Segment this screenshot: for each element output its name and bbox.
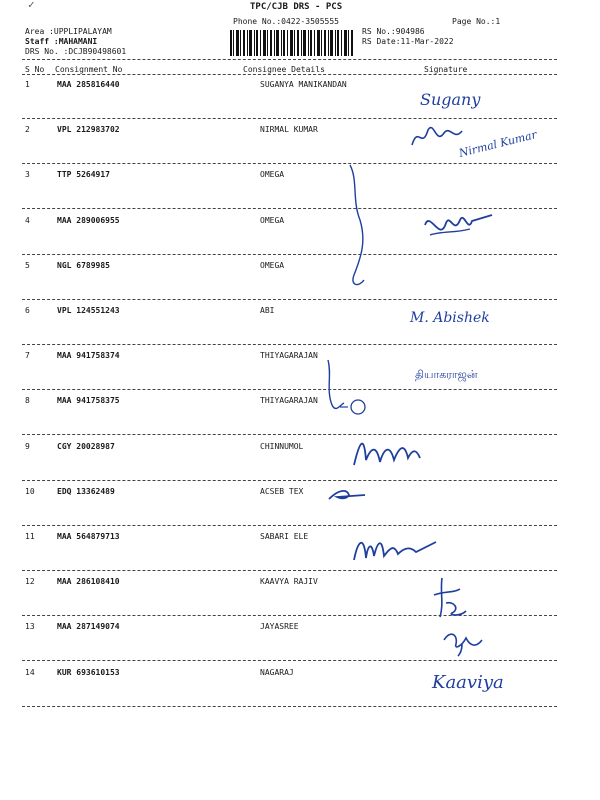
col-header-signature: Signature	[424, 65, 468, 74]
row-sno: 4	[25, 216, 30, 225]
row-divider	[22, 434, 557, 435]
row-sno: 2	[25, 125, 30, 134]
header-divider	[22, 59, 557, 60]
row-divider	[22, 706, 557, 707]
row-divider	[22, 389, 557, 390]
signature-row-1-text: Sugany	[420, 90, 481, 109]
row-consignment-number: EDQ 13362489	[57, 487, 115, 496]
row-sno: 8	[25, 396, 30, 405]
row-sno: 9	[25, 442, 30, 451]
row-divider	[22, 480, 557, 481]
row-consignee-name: KAAVYA RAJIV	[260, 577, 318, 586]
signature-row-12	[430, 573, 475, 623]
row-consignee-name: THIYAGARAJAN	[260, 396, 318, 405]
signature-row-2-text: Nirmal Kumar	[457, 128, 539, 160]
area-label: Area :UPPLIPALAYAM	[25, 27, 112, 36]
signature-row-1	[420, 85, 480, 115]
signature-row-6	[410, 300, 540, 330]
row-divider	[22, 344, 557, 345]
row-divider	[22, 570, 557, 571]
signature-row-8	[318, 355, 378, 425]
row-divider	[22, 615, 557, 616]
row-consignee-name: SUGANYA MANIKANDAN	[260, 80, 347, 89]
row-sno: 12	[25, 577, 35, 586]
row-sno: 6	[25, 306, 30, 315]
row-consignment-number: KUR 693610153	[57, 668, 120, 677]
row-consignment-number: NGL 6789985	[57, 261, 110, 270]
barcode-image	[230, 30, 354, 56]
row-consignee-name: ACSEB TEX	[260, 487, 304, 496]
staff-label: Staff :MAHAMANI	[25, 37, 98, 46]
row-consignee-name: THIYAGARAJAN	[260, 351, 318, 360]
column-header-divider	[22, 74, 557, 75]
row-consignee-name: NIRMAL KUMAR	[260, 125, 318, 134]
signature-row-14-text: Kaaviya	[432, 672, 504, 693]
row-consignee-name: CHINNUMOL	[260, 442, 304, 451]
row-consignment-number: TTP 5264917	[57, 170, 110, 179]
phone-number: Phone No.:0422-3505555	[233, 17, 339, 26]
signature-rows-3-5	[420, 205, 500, 250]
row-sno: 7	[25, 351, 30, 360]
col-header-details: Consignee Details	[243, 65, 325, 74]
row-consignment-number: MAA 286108410	[57, 577, 120, 586]
signature-row-14	[430, 663, 550, 698]
row-divider	[22, 525, 557, 526]
row-consignment-number: VPL 124551243	[57, 306, 120, 315]
row-consignment-number: MAA 564879713	[57, 532, 120, 541]
rs-number: RS No.:904986	[362, 27, 425, 36]
drs-number: DRS No. :DCJB90498601	[25, 47, 127, 56]
page-number: Page No.:1	[452, 17, 501, 26]
row-consignee-name: OMEGA	[260, 170, 285, 179]
row-sno: 5	[25, 261, 30, 270]
row-consignee-name: OMEGA	[260, 216, 285, 225]
signature-row-6-text: M. Abishek	[410, 310, 490, 326]
signature-row-10	[325, 485, 375, 505]
row-consignment-number: MAA 285816440	[57, 80, 120, 89]
signature-row-2	[410, 115, 560, 165]
row-consignee-name: OMEGA	[260, 261, 285, 270]
row-sno: 10	[25, 487, 35, 496]
signature-row-7	[415, 358, 555, 386]
signature-row-11	[350, 530, 445, 570]
row-sno: 11	[25, 532, 35, 541]
row-consignment-number: MAA 941758375	[57, 396, 120, 405]
document-title: TPC/CJB DRS - PCS	[250, 2, 343, 12]
row-consignment-number: CGY 20028987	[57, 442, 115, 451]
row-sno: 1	[25, 80, 30, 89]
row-consignment-number: VPL 212983702	[57, 125, 120, 134]
row-consignment-number: MAA 287149074	[57, 622, 120, 631]
rs-date: RS Date:11-Mar-2022	[362, 37, 454, 46]
bracket-scribble	[340, 160, 380, 290]
row-sno: 3	[25, 170, 30, 179]
row-consignee-name: SABARI ELE	[260, 532, 309, 541]
row-consignee-name: ABI	[260, 306, 275, 315]
row-sno: 13	[25, 622, 35, 631]
row-consignment-number: MAA 289006955	[57, 216, 120, 225]
row-divider	[22, 254, 557, 255]
row-sno: 14	[25, 668, 35, 677]
col-header-sno: S No	[25, 65, 45, 74]
row-consignee-name: JAYASREE	[260, 622, 299, 631]
signature-row-7-text: தியாகராஜன்	[415, 368, 478, 381]
col-header-consignment: Consignment No	[55, 65, 123, 74]
row-consignee-name: NAGARAJ	[260, 668, 294, 677]
signature-row-9	[350, 430, 440, 470]
corner-stamp-mark: ✓	[28, 0, 35, 11]
row-consignment-number: MAA 941758374	[57, 351, 120, 360]
signature-row-13	[440, 622, 490, 657]
row-divider	[22, 660, 557, 661]
